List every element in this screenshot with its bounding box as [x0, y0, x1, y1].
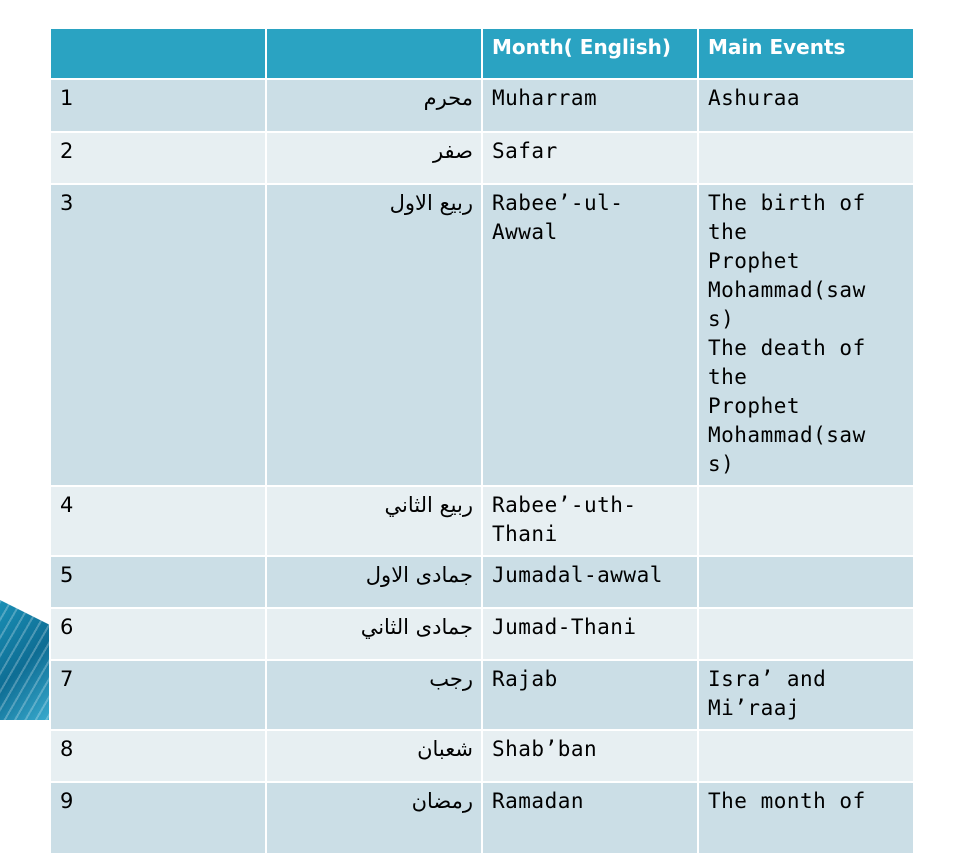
month-english-cell: Safar [482, 132, 698, 184]
event-line: Prophet [708, 249, 801, 273]
islamic-months-table [49, 27, 915, 855]
month-number-cell: 4 [50, 486, 266, 556]
main-events-cell [698, 730, 914, 782]
month-number-cell: 9 [50, 782, 266, 854]
event-line: Mohammad(saw [708, 423, 866, 447]
event-line: s) [708, 307, 735, 331]
month-english-cell: Rabee’-uth- Thani [482, 486, 698, 556]
main-events-cell [698, 608, 914, 660]
month-arabic-cell: جمادى الثاني [266, 608, 482, 660]
main-events-cell [698, 79, 914, 132]
month-english-cell: Rajab [482, 660, 698, 730]
main-events-cell [698, 184, 914, 486]
event-line: s) [708, 452, 735, 476]
month-arabic-cell: شعبان [266, 730, 482, 782]
month-arabic-cell: ربيع الثاني [266, 486, 482, 556]
month-number-cell: 6 [50, 608, 266, 660]
month-english-cell: Ramadan [482, 782, 698, 854]
table-row [50, 782, 914, 854]
month-english-cell: Shab’ban [482, 730, 698, 782]
month-number-cell: 7 [50, 660, 266, 730]
month-arabic-cell: رجب [266, 660, 482, 730]
table-row [50, 184, 914, 486]
table-row [50, 730, 914, 782]
event-line: Mohammad(saw [708, 278, 866, 302]
month-arabic-cell: صفر [266, 132, 482, 184]
month-number-cell: 1 [50, 79, 266, 132]
event-line: Isra’ and Mi’raaj [708, 667, 827, 720]
month-arabic-cell: جمادى الاول [266, 556, 482, 608]
table-row [50, 79, 914, 132]
month-arabic-cell: محرم [266, 79, 482, 132]
main-events-cell [698, 556, 914, 608]
table-header-row [50, 28, 914, 79]
month-english-cell: Jumadal-awwal [482, 556, 698, 608]
month-number-cell: 3 [50, 184, 266, 486]
event-line: The month of [708, 789, 866, 813]
main-events-cell [698, 132, 914, 184]
month-number-cell: 8 [50, 730, 266, 782]
table-row [50, 486, 914, 556]
month-english-cell: Muharram [482, 79, 698, 132]
month-number-cell: 2 [50, 132, 266, 184]
header-arabic [266, 28, 482, 79]
month-english-cell: Jumad-Thani [482, 608, 698, 660]
month-arabic-cell: رمضان [266, 782, 482, 854]
event-line: Ashuraa [708, 86, 801, 110]
main-events-cell [698, 486, 914, 556]
table-row [50, 608, 914, 660]
event-line: The death of the [708, 336, 866, 389]
header-month-english: Month( English) [482, 28, 698, 79]
event-line: The birth of the [708, 191, 866, 244]
month-number-cell: 5 [50, 556, 266, 608]
table-row [50, 556, 914, 608]
header-main-events: Main Events [698, 28, 914, 79]
header-number [50, 28, 266, 79]
main-events-cell [698, 782, 914, 854]
event-line: Prophet [708, 394, 801, 418]
month-english-cell: Rabee’-ul- Awwal [482, 184, 698, 486]
month-arabic-cell: ربيع الاول [266, 184, 482, 486]
table-row [50, 132, 914, 184]
